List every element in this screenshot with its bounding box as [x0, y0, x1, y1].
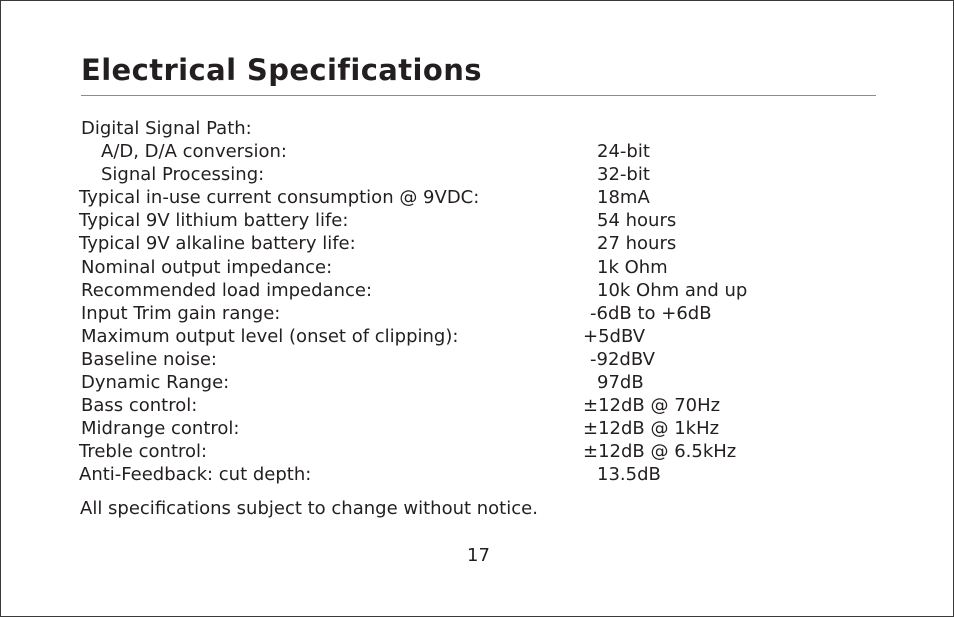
spec-value: ±12dB @ 6.5kHz [583, 441, 737, 463]
spec-label: Typical 9V alkaline battery life: [79, 233, 356, 255]
spec-value: 18mA [597, 187, 650, 209]
spec-value: 27 hours [597, 233, 677, 255]
specs-disclaimer: All specifications subject to change without notice. [80, 498, 538, 519]
spec-label: Anti-Feedback: cut depth: [79, 464, 312, 486]
spec-row [1, 209, 953, 232]
spec-value: 97dB [597, 372, 644, 394]
spec-label: Bass control: [81, 395, 198, 417]
spec-value: +5dBV [583, 325, 646, 347]
page-number: 17 [467, 545, 490, 566]
spec-value: ±12dB @ 1kHz [583, 418, 720, 440]
spec-label: Nominal output impedance: [81, 256, 333, 278]
spec-row [1, 117, 953, 140]
spec-label: A/D, D/A conversion: [101, 141, 287, 163]
spec-row [1, 440, 953, 463]
spec-value: 32-bit [597, 164, 650, 186]
spec-row [1, 302, 953, 325]
spec-label: Typical in-use current consumption @ 9VDC: [79, 187, 480, 209]
spec-value: 10k Ohm and up [597, 279, 748, 301]
spec-row [1, 463, 953, 486]
spec-value: 1k Ohm [597, 256, 668, 278]
spec-label: Input Trim gain range: [81, 302, 281, 324]
spec-value: -92dBV [590, 348, 655, 370]
spec-row [1, 394, 953, 417]
spec-label: Baseline noise: [81, 348, 217, 370]
spec-label: Treble control: [79, 441, 208, 463]
title-divider [81, 95, 876, 96]
spec-row [1, 256, 953, 279]
spec-row [1, 279, 953, 302]
spec-label: Dynamic Range: [81, 372, 230, 394]
spec-value: 13.5dB [597, 464, 661, 486]
specs-list [1, 117, 953, 487]
spec-row [1, 140, 953, 163]
spec-row [1, 417, 953, 440]
spec-label: Signal Processing: [101, 164, 265, 186]
spec-label: Midrange control: [81, 418, 240, 440]
spec-value: -6dB to +6dB [590, 302, 712, 324]
spec-label: Typical 9V lithium battery life: [79, 210, 349, 232]
spec-value: 54 hours [597, 210, 677, 232]
spec-value: 24-bit [597, 141, 650, 163]
spec-row [1, 325, 953, 348]
spec-row [1, 163, 953, 186]
spec-row [1, 371, 953, 394]
spec-row [1, 232, 953, 255]
spec-row [1, 348, 953, 371]
spec-row [1, 186, 953, 209]
spec-label: Recommended load impedance: [81, 279, 373, 301]
spec-label: Digital Signal Path: [81, 118, 252, 139]
spec-label: Maximum output level (onset of clipping): [81, 325, 459, 347]
page-title: Electrical Specifications [81, 53, 482, 87]
spec-value: ±12dB @ 70Hz [583, 395, 721, 417]
